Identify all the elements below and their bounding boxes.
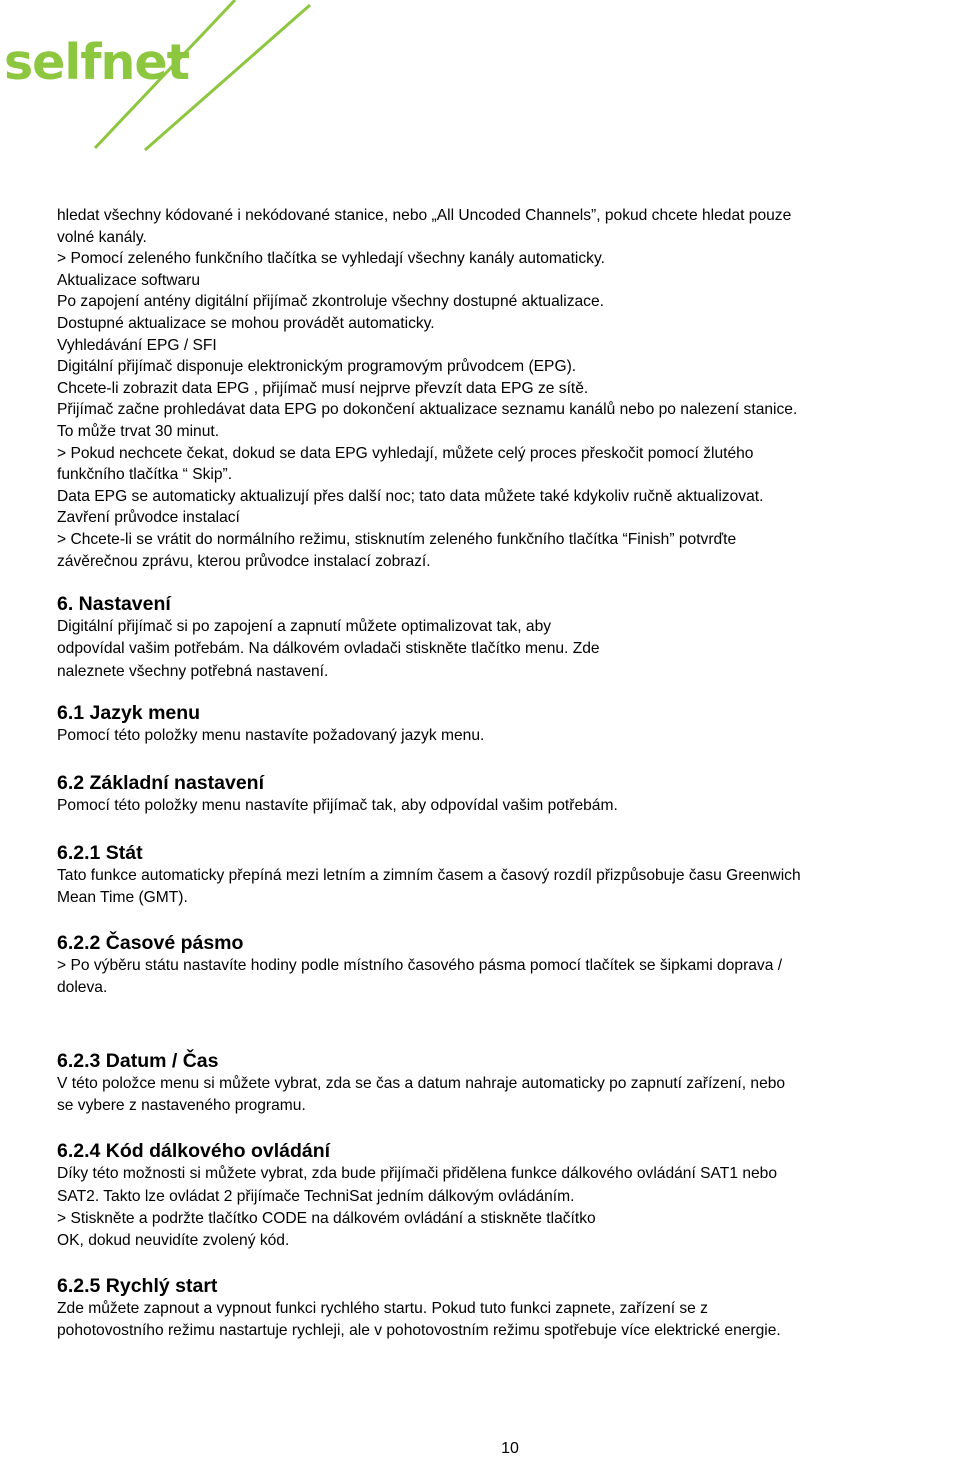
section-kod-dalkoveho-ovladani [57,1139,957,1252]
text-line: Aktualizace softwaru [57,271,201,289]
page-number: 10 [501,1440,519,1457]
section-heading: 6.2.2 Časové pásmo [57,931,244,954]
text-line: Digitální přijímač disponuje elektronickým programovým průvodcem (EPG). [57,358,577,376]
text-line: Mean Time (GMT). [57,889,188,907]
section-heading: 6.1 Jazyk menu [57,701,201,724]
section-heading: 6.2.3 Datum / Čas [57,1049,219,1072]
page-content [57,205,957,1343]
section-stat [57,841,957,909]
text-line: > Stiskněte a podržte tlačítko CODE na dálkovém ovládání a stiskněte tlačítko [57,1209,596,1227]
section-datum-cas [57,1049,957,1117]
section-rychly-start [57,1274,957,1342]
text-line: Zde můžete zapnout a vypnout funkci rychlého startu. Pokud tuto funkci zapnete, zařízení se z [57,1300,708,1318]
text-line: Digitální přijímač si po zapojení a zapnutí můžete optimalizovat tak, aby [57,618,552,636]
text-line: hledat všechny kódované i nekódované stanice, nebo „All Uncoded Channels”, pokud chcete hledat pouze [57,207,792,224]
section-jazyk-menu [57,701,957,747]
text-line: Pomocí této položky menu nastavíte požadovaný jazyk menu. [57,726,485,744]
text-line: Tato funkce automaticky přepíná mezi letním a zimním časem a časový rozdíl přizpůsobuje času Greenwich [57,867,801,885]
section-casove-pasmo [57,931,957,999]
text-line: se vybere z nastaveného programu. [57,1097,306,1115]
section-heading: 6. Nastavení [57,593,171,616]
text-line: závěrečnou zprávu, kterou průvodce instalací zobrazí. [57,552,431,570]
text-line: naleznete všechny potřebná nastavení. [57,662,329,680]
text-line: Přijímač začne prohledávat data EPG po dokončení aktualizace seznamu kanálů nebo po nalezení stanice. [57,401,798,419]
text-line: odpovídal vašim potřebám. Na dálkovém ovladači stiskněte tlačítko menu. Zde [57,640,600,658]
text-line: > Pomocí zeleného funkčního tlačítka se vyhledají všechny kanály automaticky. [57,250,605,268]
text-line: > Pokud nechcete čekat, dokud se data EPG vyhledají, můžete celý proces přeskočit pomocí žlutého [57,444,754,462]
logo-text: selfnet [4,34,190,91]
text-line: Data EPG se automaticky aktualizují přes další noc; tato data můžete také kdykoliv ručně aktualizovat. [57,487,764,505]
text-line: Chcete-li zobrazit data EPG , přijímač musí nejprve převzít data EPG ze sítě. [57,379,589,397]
text-line: Zavření průvodce instalací [57,509,240,527]
text-line: OK, dokud neuvidíte zvolený kód. [57,1231,290,1249]
text-line: funkčního tlačítka “ Skip”. [57,466,233,484]
text-line: volné kanály. [57,228,147,246]
text-line: Vyhledávání EPG / SFI [57,336,217,354]
intro-block [57,205,957,572]
selfnet-logo [0,0,320,160]
text-line: To může trvat 30 minut. [57,422,220,440]
section-heading: 6.2.4 Kód dálkového ovládání [57,1140,331,1163]
text-line: > Po výběru státu nastavíte hodiny podle místního časového pásma pomocí tlačítek se šipkami doprava / [57,956,783,974]
text-line: doleva. [57,978,108,996]
text-line: SAT2. Takto lze ovládat 2 přijímače TechniSat jedním dálkovým ovládáním. [57,1187,575,1205]
text-line: Po zapojení antény digitální přijímač zkontroluje všechny dostupné aktualizace. [57,293,604,311]
text-line: > Chcete-li se vrátit do normálního režimu, stisknutím zeleného funkčního tlačítka “Finish” potvrďte [57,530,737,548]
text-line: Dostupné aktualizace se mohou provádět automaticky. [57,314,435,332]
section-zakladni-nastaveni [57,771,957,817]
text-line: Pomocí této položky menu nastavíte přijímač tak, aby odpovídal vašim potřebám. [57,796,618,814]
section-heading: 6.2.1 Stát [57,842,143,865]
text-line: Díky této možnosti si můžete vybrat, zda bude přijímači přidělena funkce dálkového ovládání SAT1 nebo [57,1165,778,1183]
text-line: pohotovostního režimu nastartuje rychleji, ale v pohotovostním režimu spotřebuje více elektrické energie. [57,1322,781,1340]
text-line: V této položce menu si můžete vybrat, zda se čas a datum nahraje automaticky po zapnutí zařízení, nebo [57,1074,786,1092]
section-heading: 6.2.5 Rychlý start [57,1275,218,1298]
section-nastaveni [57,592,957,683]
section-heading: 6.2 Základní nastavení [57,771,265,794]
